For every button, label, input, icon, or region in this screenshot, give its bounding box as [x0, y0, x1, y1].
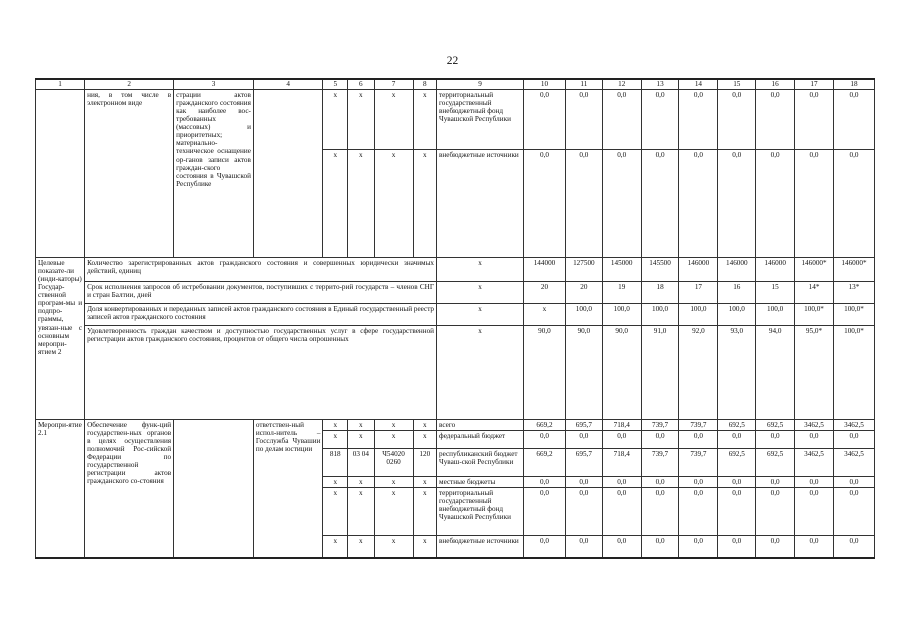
- value-cell: 669,2: [524, 420, 566, 431]
- value-cell: x: [524, 304, 566, 326]
- code-cell: 03 04: [348, 449, 375, 477]
- code-cell: x: [323, 420, 348, 431]
- value-cell: 695,7: [565, 449, 602, 477]
- value-cell: 0,0: [718, 536, 756, 559]
- value-cell: 0,0: [833, 431, 874, 449]
- value-cell: 16: [718, 282, 756, 304]
- value-cell: 692,5: [756, 420, 795, 431]
- code-cell: 120: [413, 449, 437, 477]
- code-cell: x: [323, 90, 348, 150]
- code-cell: x: [374, 488, 413, 536]
- value-cell: 144000: [524, 258, 566, 282]
- value-cell: 0,0: [641, 90, 679, 150]
- value-cell: 0,0: [602, 150, 641, 258]
- funding-source: местные бюджеты: [437, 477, 524, 488]
- code-cell: x: [323, 150, 348, 258]
- column-number: 2: [85, 79, 174, 90]
- column-number: 7: [374, 79, 413, 90]
- column-number: 16: [756, 79, 795, 90]
- column-number: 5: [323, 79, 348, 90]
- indicator-x: x: [437, 282, 524, 304]
- value-cell: 0,0: [833, 488, 874, 536]
- code-cell: 818: [323, 449, 348, 477]
- indicator-x: x: [437, 326, 524, 420]
- value-cell: 692,5: [756, 449, 795, 477]
- value-cell: 692,5: [718, 420, 756, 431]
- value-cell: 0,0: [795, 431, 834, 449]
- value-cell: 0,0: [718, 150, 756, 258]
- value-cell: 0,0: [795, 536, 834, 559]
- code-cell: x: [323, 488, 348, 536]
- value-cell: 3462,5: [833, 420, 874, 431]
- value-cell: 718,4: [602, 449, 641, 477]
- value-cell: 100,0*: [833, 304, 874, 326]
- indicator-x: x: [437, 258, 524, 282]
- code-cell: x: [323, 477, 348, 488]
- value-cell: 0,0: [641, 477, 679, 488]
- value-cell: 0,0: [679, 536, 718, 559]
- value-cell: 0,0: [524, 90, 566, 150]
- code-cell: x: [348, 536, 375, 559]
- code-cell: x: [374, 477, 413, 488]
- value-cell: 0,0: [795, 90, 834, 150]
- value-cell: 0,0: [833, 536, 874, 559]
- value-cell: 92,0: [679, 326, 718, 420]
- value-cell: 17: [679, 282, 718, 304]
- funding-source: всего: [437, 420, 524, 431]
- funding-source: республиканский бюджет Чуваш-ской Республики: [437, 449, 524, 477]
- section-a-col1: [36, 90, 85, 258]
- value-cell: 145500: [641, 258, 679, 282]
- value-cell: 0,0: [756, 477, 795, 488]
- value-cell: 695,7: [565, 420, 602, 431]
- code-cell: x: [413, 477, 437, 488]
- indicator-text: Количество зарегистрированных актов гражданского состояния и совершенных юридически значимых действий, единиц: [85, 258, 437, 282]
- value-cell: 18: [641, 282, 679, 304]
- value-cell: 0,0: [602, 477, 641, 488]
- code-cell: x: [413, 90, 437, 150]
- value-cell: 127500: [565, 258, 602, 282]
- funding-source: федеральный бюджет: [437, 431, 524, 449]
- value-cell: 3462,5: [795, 420, 834, 431]
- indicator-text: Доля конвертированных и переданных записей актов гражданского состояния в Единый государственный реестр записей актов гражданского состояния: [85, 304, 437, 326]
- value-cell: 100,0: [756, 304, 795, 326]
- value-cell: 739,7: [641, 449, 679, 477]
- value-cell: 0,0: [524, 477, 566, 488]
- value-cell: 0,0: [718, 90, 756, 150]
- column-number: 3: [174, 79, 254, 90]
- value-cell: 0,0: [524, 431, 566, 449]
- code-cell: x: [348, 90, 375, 150]
- value-cell: 0,0: [833, 90, 874, 150]
- value-cell: 100,0: [718, 304, 756, 326]
- value-cell: 13*: [833, 282, 874, 304]
- funding-source: территориальный государственный внебюджетный фонд Чувашской Республики: [437, 488, 524, 536]
- column-number: 18: [833, 79, 874, 90]
- value-cell: 146000: [718, 258, 756, 282]
- value-cell: 93,0: [718, 326, 756, 420]
- value-cell: 0,0: [565, 477, 602, 488]
- value-cell: 0,0: [679, 431, 718, 449]
- value-cell: 669,2: [524, 449, 566, 477]
- indicator-row: [36, 326, 875, 420]
- value-cell: 692,5: [718, 449, 756, 477]
- value-cell: 100,0: [679, 304, 718, 326]
- value-cell: 0,0: [718, 431, 756, 449]
- activity-number: Меропри-ятие 2.1: [36, 420, 85, 559]
- code-cell: x: [323, 431, 348, 449]
- value-cell: 0,0: [565, 536, 602, 559]
- indicator-row: [36, 282, 875, 304]
- value-cell: 14*: [795, 282, 834, 304]
- code-cell: x: [374, 420, 413, 431]
- indicator-row: [36, 304, 875, 326]
- value-cell: 100,0: [602, 304, 641, 326]
- value-cell: 0,0: [602, 90, 641, 150]
- value-cell: 0,0: [795, 477, 834, 488]
- funding-source: территориальный государственный внебюджетный фонд Чувашской Республики: [437, 90, 524, 150]
- indicator-text: Удовлетворенность граждан качеством и доступностью государственных услуг в сфере государственной регистрации актов гражданского состояния, процентов от общего числа опрошенных: [85, 326, 437, 420]
- code-cell: x: [348, 488, 375, 536]
- value-cell: 0,0: [679, 477, 718, 488]
- value-cell: 0,0: [756, 90, 795, 150]
- value-cell: 739,7: [679, 449, 718, 477]
- value-cell: 95,0*: [795, 326, 834, 420]
- value-cell: 0,0: [833, 477, 874, 488]
- code-cell: x: [374, 431, 413, 449]
- column-number: 1: [36, 79, 85, 90]
- indicator-x: x: [437, 304, 524, 326]
- column-number: 13: [641, 79, 679, 90]
- value-cell: 20: [565, 282, 602, 304]
- value-cell: 0,0: [795, 150, 834, 258]
- value-cell: 0,0: [602, 431, 641, 449]
- value-cell: 0,0: [565, 431, 602, 449]
- budget-table: [35, 78, 875, 559]
- code-cell: x: [413, 431, 437, 449]
- value-cell: 3462,5: [833, 449, 874, 477]
- value-cell: 15: [756, 282, 795, 304]
- code-cell: x: [413, 420, 437, 431]
- activity-col3: [174, 420, 254, 559]
- value-cell: 90,0: [602, 326, 641, 420]
- value-cell: 0,0: [524, 536, 566, 559]
- column-number: 14: [679, 79, 718, 90]
- value-cell: 0,0: [833, 150, 874, 258]
- value-cell: 0,0: [524, 150, 566, 258]
- value-cell: 146000*: [795, 258, 834, 282]
- value-cell: 739,7: [641, 420, 679, 431]
- table-row: [36, 90, 875, 150]
- value-cell: 0,0: [565, 488, 602, 536]
- value-cell: 0,0: [602, 536, 641, 559]
- value-cell: 0,0: [756, 536, 795, 559]
- code-cell: x: [323, 536, 348, 559]
- value-cell: 0,0: [524, 488, 566, 536]
- column-number: 15: [718, 79, 756, 90]
- value-cell: 0,0: [718, 488, 756, 536]
- page-number: 22: [446, 55, 459, 67]
- column-number: 9: [437, 79, 524, 90]
- value-cell: 0,0: [679, 488, 718, 536]
- value-cell: 0,0: [756, 431, 795, 449]
- value-cell: 90,0: [524, 326, 566, 420]
- value-cell: 91,0: [641, 326, 679, 420]
- value-cell: 100,0*: [833, 326, 874, 420]
- column-number: 8: [413, 79, 437, 90]
- value-cell: 0,0: [756, 150, 795, 258]
- value-cell: 0,0: [718, 477, 756, 488]
- code-cell: Ч54020 0260: [374, 449, 413, 477]
- column-number: 4: [253, 79, 323, 90]
- column-number: 11: [565, 79, 602, 90]
- funding-source: внебюджетные источники: [437, 150, 524, 258]
- indicator-row: [36, 258, 875, 282]
- responsible-executor: ответствен-ный испол-нитель – Госслужба Чувашии по делам юстиции: [253, 420, 323, 559]
- value-cell: 0,0: [641, 150, 679, 258]
- code-cell: x: [374, 536, 413, 559]
- value-cell: 90,0: [565, 326, 602, 420]
- value-cell: 94,0: [756, 326, 795, 420]
- value-cell: 100,0: [641, 304, 679, 326]
- value-cell: 0,0: [565, 90, 602, 150]
- activity-description: Обеспечение функ-ций государствен-ных органов в целях осуществления полномочий Рос-сийской Федерации по государственной регистрации актов гражданского со-стояния: [85, 420, 174, 559]
- value-cell: 0,0: [795, 488, 834, 536]
- column-number: 6: [348, 79, 375, 90]
- code-cell: x: [413, 536, 437, 559]
- value-cell: 20: [524, 282, 566, 304]
- code-cell: x: [348, 420, 375, 431]
- code-cell: x: [374, 90, 413, 150]
- value-cell: 100,0*: [795, 304, 834, 326]
- value-cell: 0,0: [641, 431, 679, 449]
- indicator-text: Срок исполнения запросов об истребовании документов, поступивших с террито-рий государств – членов СНГ и стран Балтии, дней: [85, 282, 437, 304]
- value-cell: 19: [602, 282, 641, 304]
- section-a-description: ния, в том числе в электронном виде: [85, 90, 174, 258]
- code-cell: x: [413, 150, 437, 258]
- header-row: [36, 79, 875, 90]
- value-cell: 146000: [679, 258, 718, 282]
- value-cell: 146000*: [833, 258, 874, 282]
- section-a-measures: страции актов гражданского состояния как наиболее вос-требованных (массовых) и приоритетных; материально-техническое оснащение ор-ганов записи актов граждан-ского состояния в Чувашской Республике: [174, 90, 254, 258]
- value-cell: 0,0: [641, 488, 679, 536]
- code-cell: x: [348, 431, 375, 449]
- value-cell: 0,0: [565, 150, 602, 258]
- code-cell: x: [374, 150, 413, 258]
- value-cell: 0,0: [641, 536, 679, 559]
- indicators-label: Целевые показате-ли (инди-каторы) Государ-ственной програм-мы и подпро-граммы, увязан-ные с основным меропри-ятием 2: [36, 258, 85, 420]
- value-cell: 0,0: [602, 488, 641, 536]
- column-number: 17: [795, 79, 834, 90]
- value-cell: 145000: [602, 258, 641, 282]
- table-row: [36, 420, 875, 431]
- column-number: 10: [524, 79, 566, 90]
- value-cell: 100,0: [565, 304, 602, 326]
- column-number: 12: [602, 79, 641, 90]
- value-cell: 0,0: [679, 90, 718, 150]
- value-cell: 718,4: [602, 420, 641, 431]
- code-cell: x: [413, 488, 437, 536]
- value-cell: 739,7: [679, 420, 718, 431]
- value-cell: 146000: [756, 258, 795, 282]
- code-cell: x: [348, 150, 375, 258]
- section-a-col4: [253, 90, 323, 258]
- value-cell: 0,0: [756, 488, 795, 536]
- funding-source: внебюджетные источники: [437, 536, 524, 559]
- value-cell: 0,0: [679, 150, 718, 258]
- code-cell: x: [348, 477, 375, 488]
- value-cell: 3462,5: [795, 449, 834, 477]
